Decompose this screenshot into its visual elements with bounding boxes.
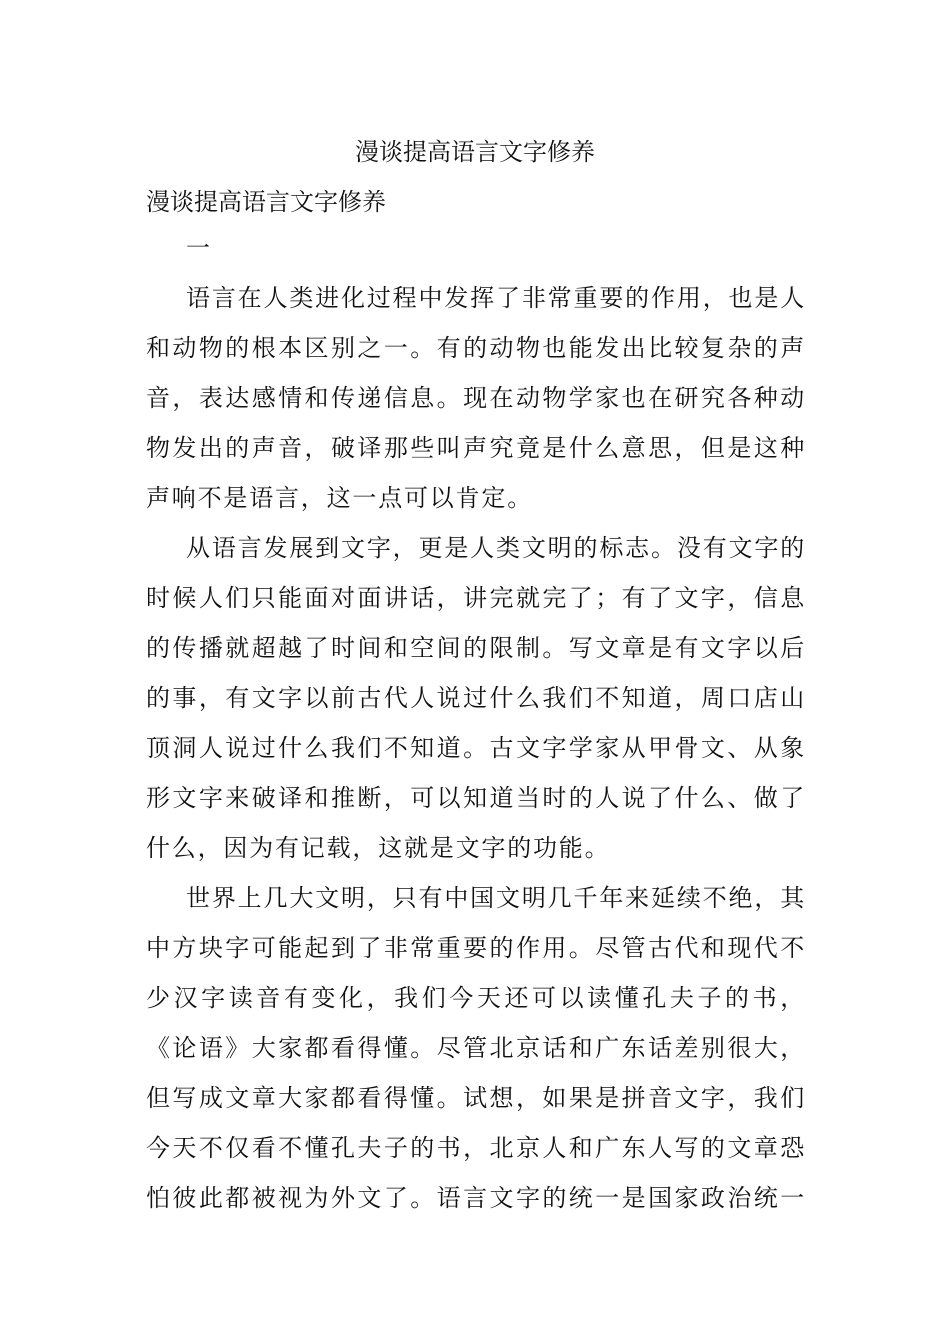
paragraph-line: 从语言发展到文字，更是人类文明的标志。没有文字的 — [186, 534, 806, 562]
paragraph-line: 《论语》大家都看得懂。尽管北京话和广东话差别很大， — [146, 1034, 806, 1062]
paragraph-line: 和动物的根本区别之一。有的动物也能发出比较复杂的声 — [146, 334, 806, 362]
paragraph-line: 世界上几大文明，只有中国文明几千年来延续不绝，其 — [186, 884, 806, 912]
paragraph-line: 时候人们只能面对面讲话，讲完就完了；有了文字，信息 — [146, 584, 806, 612]
paragraph-line: 顶洞人说过什么我们不知道。古文字学家从甲骨文、从象 — [146, 734, 806, 762]
paragraph-line: 的事，有文字以前古代人说过什么我们不知道，周口店山 — [146, 684, 806, 712]
paragraph-line: 物发出的声音，破译那些叫声究竟是什么意思，但是这种 — [146, 434, 806, 462]
paragraph — [146, 273, 806, 523]
paragraph-line: 但写成文章大家都看得懂。试想，如果是拼音文字，我们 — [146, 1084, 806, 1112]
paragraph-line: 中方块字可能起到了非常重要的作用。尽管古代和现代不 — [146, 934, 806, 962]
section-number: 一 — [186, 234, 210, 262]
paragraph-line: 的传播就超越了时间和空间的限制。写文章是有文字以后 — [146, 634, 806, 662]
paragraph-line: 声响不是语言，这一点可以肯定。 — [146, 484, 533, 512]
paragraph-line: 音，表达感情和传递信息。现在动物学家也在研究各种动 — [146, 384, 806, 412]
paragraph-line: 少汉字读音有变化，我们今天还可以读懂孔夫子的书， — [146, 984, 806, 1012]
paragraph-line: 形文字来破译和推断，可以知道当时的人说了什么、做了 — [146, 784, 806, 812]
paragraph — [146, 873, 806, 1223]
article-heading: 漫谈提高语言文字修养 — [146, 188, 386, 216]
paragraph-line: 什么，因为有记载，这就是文字的功能。 — [146, 834, 611, 862]
paragraph-line: 语言在人类进化过程中发挥了非常重要的作用，也是人 — [186, 284, 806, 312]
paragraph — [146, 523, 806, 873]
body-text — [146, 273, 806, 1223]
document-title: 漫谈提高语言文字修养 — [355, 138, 595, 166]
paragraph-line: 怕彼此都被视为外文了。语言文字的统一是国家政治统一 — [146, 1184, 806, 1212]
paragraph-line: 今天不仅看不懂孔夫子的书，北京人和广东人写的文章恐 — [146, 1134, 806, 1162]
